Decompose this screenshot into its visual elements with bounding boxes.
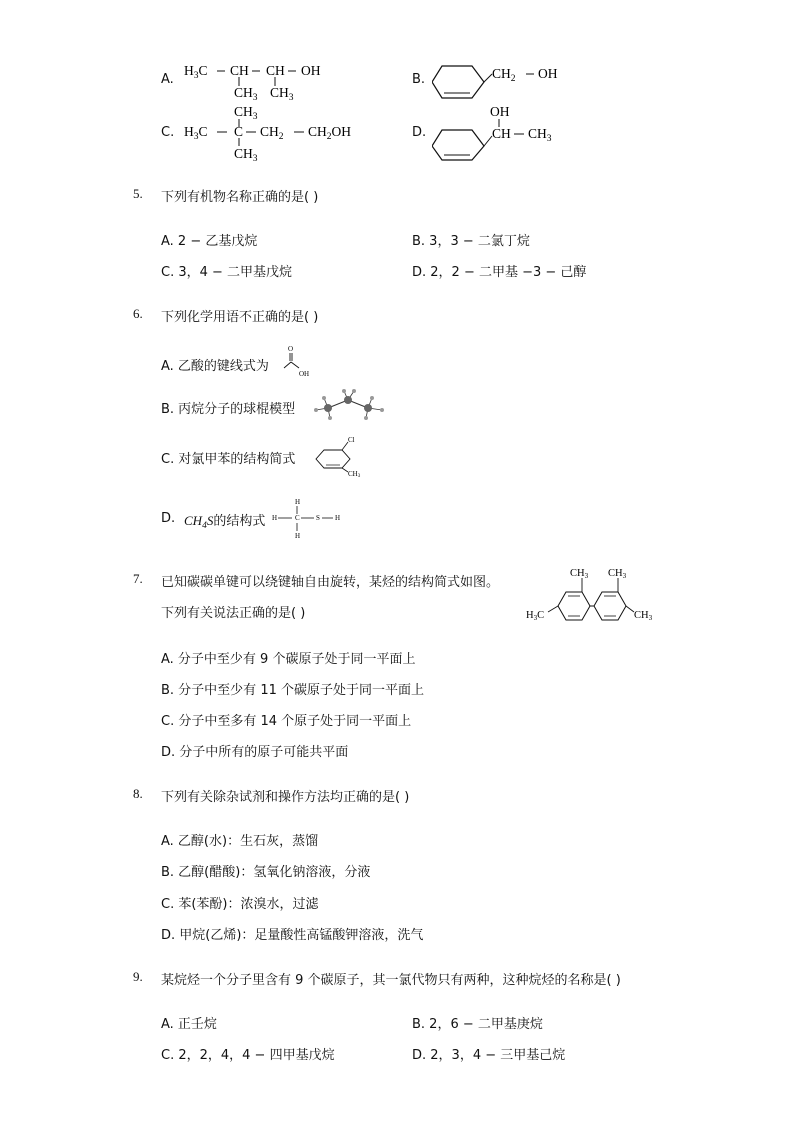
svg-text:CH2OH: $CH_2OH$ <box>308 124 352 142</box>
svg-text:CH: CH <box>492 126 511 141</box>
svg-text:CH3: $CH_3$ <box>234 104 258 122</box>
question-number: 6. <box>133 306 143 321</box>
option-letter: B. <box>412 72 426 87</box>
question-stem: 下列化学用语不正确的是( ) <box>161 310 319 325</box>
option-d-formula <box>184 510 265 531</box>
svg-text:OH: OH <box>299 370 310 378</box>
question-stem-line2: 下列有关说法正确的是( ) <box>161 606 306 621</box>
option-b: B. 丙烷分子的球棍模型 <box>161 402 296 417</box>
option-c: C. 3，4 − 二甲基戊烷 <box>161 265 293 280</box>
svg-text:H3C: $H_3C$ <box>184 124 208 142</box>
question-stem: 某烷烃一个分子里含有 9 个碳原子，其一氯代物只有两种，这种烷烃的名称是( ) <box>161 973 621 988</box>
option-b: B. 2，6 − 二甲基庚烷 <box>412 1017 543 1032</box>
option-c: C. 分子中至多有 14 个原子处于同一平面上 <box>161 714 412 729</box>
tetramethylbiphenyl-structure <box>524 562 664 634</box>
acetic-acid-skeletal-formula <box>282 342 322 380</box>
propane-ball-stick-model <box>310 388 390 420</box>
svg-text:CH2: $CH_2$ <box>492 66 516 84</box>
svg-text:H: H <box>272 514 278 522</box>
svg-text:Cl: Cl <box>348 436 355 444</box>
structure-1-phenylethanol <box>432 100 572 162</box>
svg-text:C: C <box>234 124 244 139</box>
svg-text:H3C: H3C <box>526 610 545 622</box>
structure-2-methyl-3-methylbutanol <box>182 60 372 102</box>
question-number: 8. <box>133 786 143 801</box>
question-number: 9. <box>133 969 143 984</box>
svg-text:CH3: CH3 <box>570 568 589 580</box>
formula-subscript: 4 <box>202 521 207 531</box>
structure-benzyl-alcohol <box>432 58 572 102</box>
svg-text:CH: CH <box>230 63 249 78</box>
svg-text:S: S <box>316 514 320 522</box>
p-chlorotoluene-structure <box>312 432 372 478</box>
svg-text:CH3: $CH_3$ <box>270 85 294 102</box>
svg-text:C: C <box>295 514 300 522</box>
option-a: A. 2 − 乙基戊烷 <box>161 234 258 249</box>
svg-text:H: H <box>295 532 301 540</box>
option-letter: C. <box>161 125 175 140</box>
formula-ch: CH <box>184 513 203 528</box>
svg-text:O: O <box>288 345 294 353</box>
svg-text:CH3: $CH_3$ <box>234 85 258 102</box>
svg-text:CH3: CH3 <box>634 610 653 622</box>
option-d: D. 甲烷(乙烯)：足量酸性高锰酸钾溶液，洗气 <box>161 928 424 943</box>
question-stem: 下列有机物名称正确的是( ) <box>161 190 319 205</box>
svg-text:OH: OH <box>301 63 321 78</box>
formula-s: S <box>206 513 214 528</box>
svg-text:CH: CH <box>266 63 285 78</box>
question-stem-line1: 已知碳碳单键可以绕键轴自由旋转，某烃的结构简式如图。 <box>161 575 500 590</box>
option-a: A. 乙醇(水)：生石灰，蒸馏 <box>161 834 319 849</box>
svg-text:CH2: $CH_2$ <box>260 124 284 142</box>
svg-text:CH3: CH3 <box>608 568 627 580</box>
option-letter: D. <box>412 125 427 140</box>
option-b: B. 3，3 − 二氯丁烷 <box>412 234 530 249</box>
option-d: D. 2，3，4 − 三甲基己烷 <box>412 1048 566 1063</box>
option-c: C. 苯(苯酚)：浓溴水，过滤 <box>161 897 319 912</box>
option-d-letter: D. <box>161 511 176 526</box>
svg-text:H: H <box>295 498 301 506</box>
svg-text:H: H <box>335 514 341 522</box>
option-letter: A. <box>161 72 174 87</box>
svg-text:CH3: $CH_3$ <box>528 126 552 144</box>
question-stem: 下列有关除杂试剂和操作方法均正确的是( ) <box>161 790 410 805</box>
option-a: A. 正壬烷 <box>161 1017 217 1032</box>
option-a: A. 分子中至少有 9 个碳原子处于同一平面上 <box>161 652 416 667</box>
option-a: A. 乙酸的键线式为 <box>161 359 269 374</box>
option-c: C. 对氯甲苯的结构简式 <box>161 452 296 467</box>
ch4s-structural-formula <box>270 496 350 542</box>
question-number: 7. <box>133 571 143 586</box>
svg-text:CH3: $CH_3$ <box>234 146 258 162</box>
option-d: D. 分子中所有的原子可能共平面 <box>161 745 349 760</box>
svg-text:OH: OH <box>490 104 510 119</box>
option-b: B. 乙醇(醋酸)：氢氧化钠溶液，分液 <box>161 865 371 880</box>
svg-text:CH3: CH3 <box>348 470 361 478</box>
option-c: C. 2，2，4，4 − 四甲基戊烷 <box>161 1048 335 1063</box>
option-d: D. 2，2 − 二甲基 −3 − 己醇 <box>412 265 587 280</box>
option-d-text: 的结构式 <box>213 514 266 529</box>
option-b: B. 分子中至少有 11 个碳原子处于同一平面上 <box>161 683 424 698</box>
svg-text:OH: OH <box>538 66 558 81</box>
structure-3-3-dimethylbutanol <box>182 102 372 162</box>
svg-text:H3C: $H_3C$ <box>184 63 208 81</box>
question-number: 5. <box>133 186 143 201</box>
